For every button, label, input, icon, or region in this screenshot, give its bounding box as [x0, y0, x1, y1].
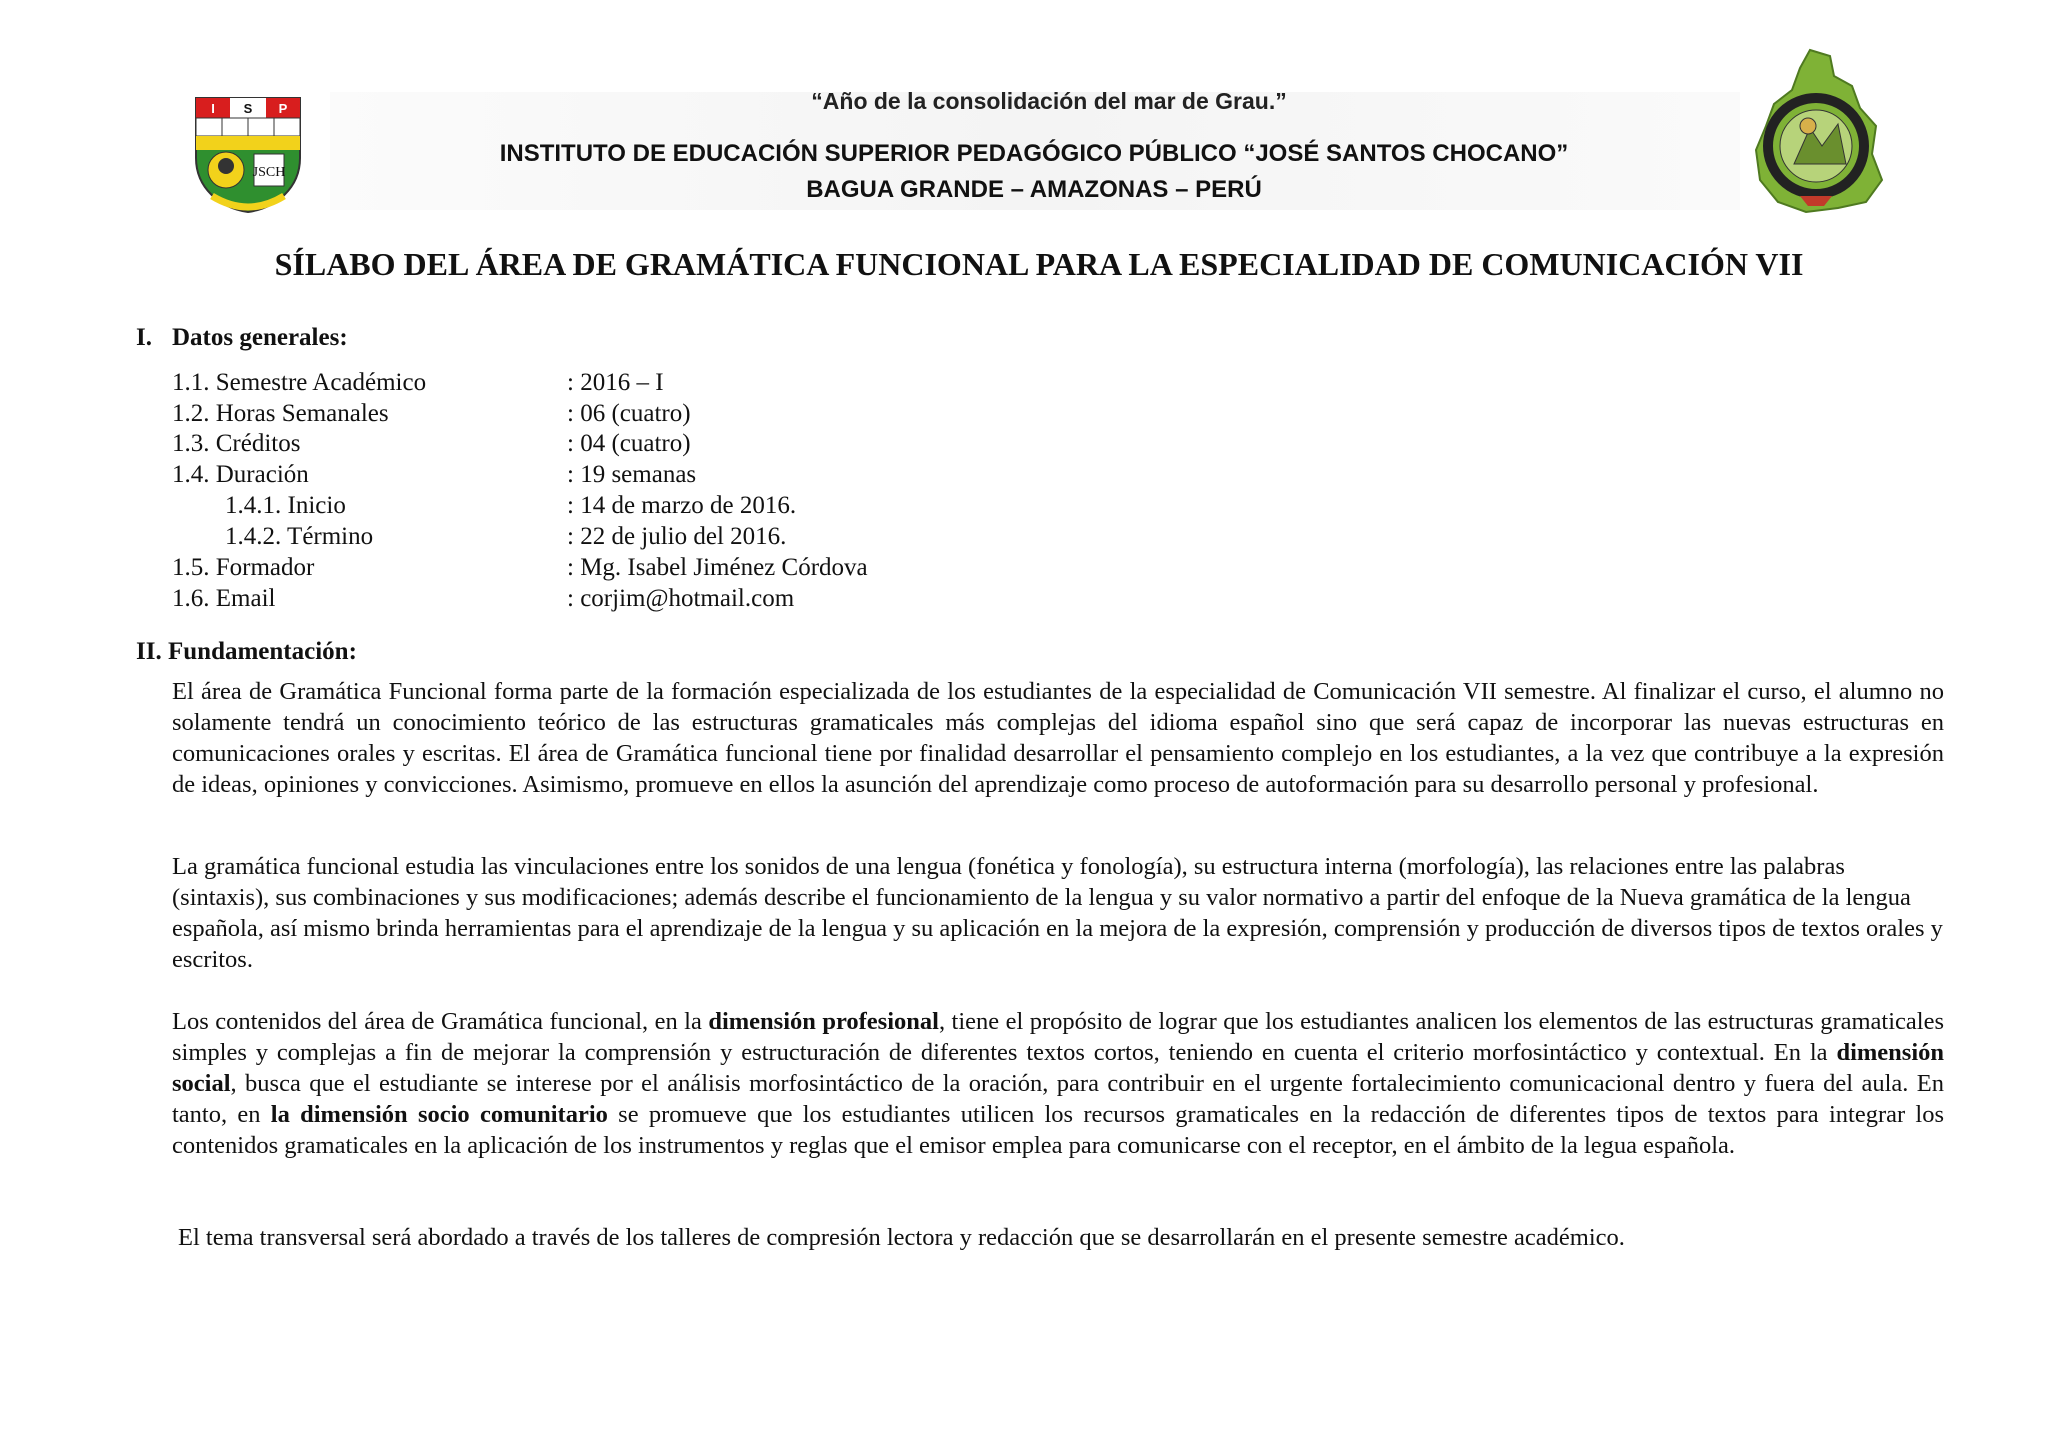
- data-label: 1.4.2. Término: [225, 523, 374, 550]
- data-value: : Mg. Isabel Jiménez Córdova: [567, 554, 868, 581]
- data-value: : 04 (cuatro): [567, 430, 691, 457]
- paragraph-3-text: se promueve que los estudiantes utilicen los recursos gramaticales en la redacción de diferentes tipos de textos para integrar los contenidos gramaticales en la aplicación de los instrumentos y reglas que el emisor emplea para comunicarse con el receptor, en el ámbito de la legua española.: [172, 1101, 1945, 1159]
- section-heading-fundamentacion: [136, 638, 357, 666]
- paragraph-3: [172, 1006, 1944, 1161]
- logo-letter-s: S: [243, 101, 253, 116]
- section-number: I.: [136, 324, 152, 351]
- emphasis-dimension-socio-comunitario: la dimensión socio comunitario: [270, 1101, 608, 1128]
- data-value: : 22 de julio del 2016.: [567, 523, 787, 550]
- document-title: SÍLABO DEL ÁREA DE GRAMÁTICA FUNCIONAL PARA LA ESPECIALIDAD DE COMUNICACIÓN VII: [274, 246, 1804, 282]
- section-heading-datos-generales: [136, 324, 348, 352]
- paragraph-3-text: , tiene el propósito de lograr que los estudiantes analicen los elementos de las estructuras gramaticales simples y complejas a fin de mejorar la comprensión y estructuración de diferentes textos cortos, teniendo en cuenta el criterio morfosintáctico y contextual. En la: [172, 1008, 1944, 1066]
- svg-text:JSCH: JSCH: [252, 165, 286, 180]
- data-label: 1.2. Horas Semanales: [172, 400, 389, 427]
- section-title: Datos generales:: [172, 324, 348, 351]
- data-value: : 14 de marzo de 2016.: [567, 492, 797, 519]
- data-label: 1.3. Créditos: [172, 430, 301, 457]
- paragraph-3-text: , busca que el estudiante se interese por el análisis morfosintáctico de la oración, para contribuir en el urgente fortalecimiento comunicacional dentro y fuera del aula. En tanto, en: [172, 1070, 1944, 1128]
- year-motto: “Año de la consolidación del mar de Grau.”: [811, 88, 1287, 114]
- data-label: 1.5. Formador: [172, 554, 315, 581]
- paragraph-4: El tema transversal será abordado a través de los talleres de compresión lectora y redacción que se desarrollarán en el presente semestre académico.: [178, 1224, 1625, 1251]
- section-number: II.: [136, 638, 162, 665]
- paragraph-2: La gramática funcional estudia las vinculaciones entre los sonidos de una lengua (fonética y fonología), su estructura interna (morfología), las relaciones entre las palabras (sintaxis), sus combinaciones y sus modificaciones; además describe el funcionamiento de la lengua y su valor normativo a partir del enfoque de la Nueva gramática de la lengua española, así mismo brinda herramientas para el aprendizaje de la lengua y su aplicación en la mejora de la expresión, comprensión y producción de diversos tipos de textos orales y escritos.: [172, 853, 1943, 973]
- data-label: 1.4. Duración: [172, 461, 309, 488]
- section-title: Fundamentación:: [168, 638, 357, 665]
- data-value: : 06 (cuatro): [567, 400, 691, 427]
- institute-location: BAGUA GRANDE – AMAZONAS – PERÚ: [806, 176, 1262, 203]
- emphasis-dimension-profesional: dimensión profesional: [708, 1008, 939, 1035]
- institute-name: INSTITUTO DE EDUCACIÓN SUPERIOR PEDAGÓGICO PÚBLICO “JOSÉ SANTOS CHOCANO”: [499, 140, 1569, 167]
- data-label: 1.1. Semestre Académico: [172, 369, 427, 396]
- data-value: : corjim@hotmail.com: [567, 585, 795, 612]
- logo-letter-i: I: [211, 101, 215, 116]
- logo-letter-p: P: [278, 101, 288, 116]
- paragraph-3-text: Los contenidos del área de Gramática funcional, en la: [172, 1008, 709, 1035]
- emphasis-dimension-social: dimensión social: [172, 1039, 1944, 1097]
- data-label: 1.6. Email: [172, 585, 276, 612]
- data-label: 1.4.1. Inicio: [225, 492, 346, 519]
- paragraph-1: El área de Gramática Funcional forma parte de la formación especializada de los estudiantes de la especialidad de Comunicación VII semestre. Al finalizar el curso, el alumno no solamente tendrá un conocimiento teórico de las estructuras gramaticales más complejas del idioma español sino que será capaz de incorporar las nuevas estructuras en comunicaciones orales y escritas. El área de Gramática funcional tiene por finalidad desarrollar el pensamiento complejo en los estudiantes, a la vez que contribuye a la expresión de ideas, opiniones y convicciones. Asimismo, promueve en ellos la asunción del aprendizaje como proceso de autoformación para su desarrollo personal y profesional.: [172, 678, 1944, 798]
- data-value: : 2016 – I: [567, 369, 664, 396]
- data-value: : 19 semanas: [567, 461, 697, 488]
